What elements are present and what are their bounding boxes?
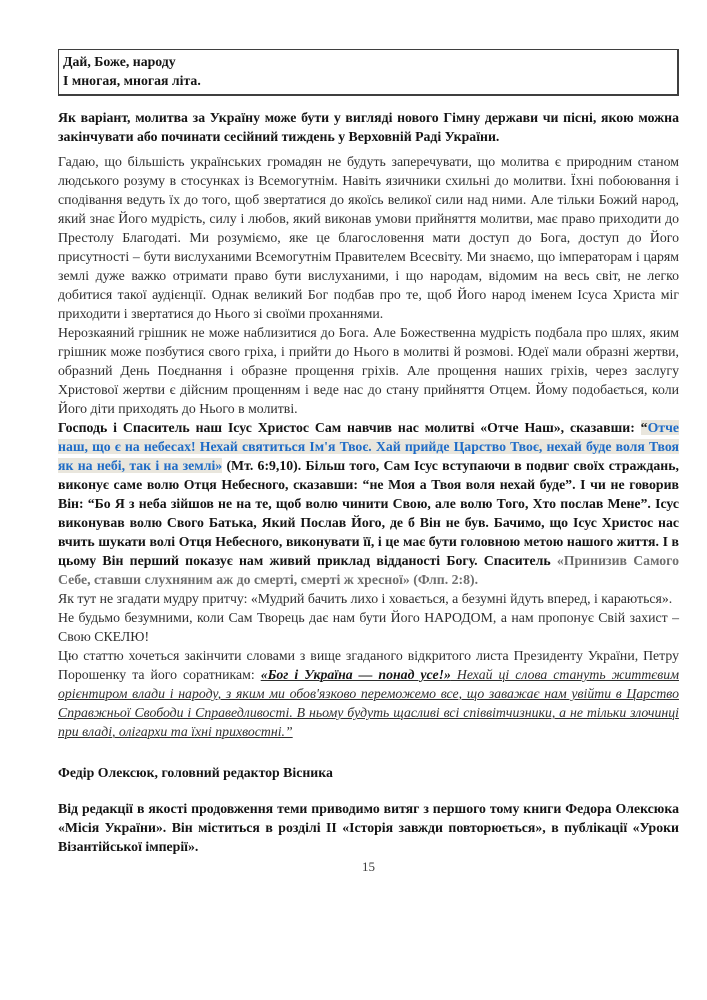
paragraph-sinner: Нерозкаяний грішник не може наблизитися до Бога. Але Божественна мудрість подбала про шлях, яким грішник може позбутися свого гріха, і прийти до Нього в молитві й розмові. Юдеї мали образні жертви, образний День Поєднання і образне прощення гріхів. Але прощення наших гріхів, через заслугу Христової жертви є дійсним прощенням і веде нас до стану прийняття Отцем. Йому подобається, коли Його діти приходять до Нього в молитві. (58, 325, 679, 416)
epigraph-line-2: І многая, многая літа. (63, 73, 201, 88)
paragraph-closing (58, 646, 679, 741)
intro-paragraph: Як варіант, молитва за Україну може бути у вигляді нового Гімну держави чи пісні, якою можна закінчувати або починати сесійний тиждень у Верховній Раді України. (58, 110, 679, 144)
lord-lead-text: Господь і Спаситель наш Ісус Христос Сам навчив нас молитві «Отче Наш», сказавши: (58, 420, 641, 435)
paragraph-faith: Гадаю, що більшість українських громадян не будуть заперечувати, що молитва є природним станом людського розуму в стосунках із Всемогутнім. Навіть язичники схильні до молитви. Їхні побоювання і сподівання ведуть їх до того, щоб звертатися до якоїсь великої сили над ними. Але тільки Божий народ, який знає Його мудрість, силу і любов, який виконав умови прийняття молитви, має право приходити до Престолу Благодаті. Ми розуміємо, яке це благословення мати доступ до Бога, доступ до Його присутності – бути вислуханими Всемогутнім Правителем Всесвіту. Ми знаємо, що імператорам і царям землі дуже важко отримати право бути вислуханими, і що народам, відомим на весь світ, не легко добитися такої аудієнції. Однак великий Бог подбав про те, щоб Його народ іменем Ісуса Христа міг приходити і звертатися до Нього зі своїми проханнями. (58, 154, 679, 321)
epigraph-line-1: Дай, Боже, народу (63, 54, 176, 69)
paragraph-proverb: Як тут не згадати мудру притчу: «Мудрий бачить лихо і ховається, а безумні йдуть вперед, і караються». (58, 591, 673, 606)
exhortation-text: Нехай ці слова стануть життєвим орієнтиром влади і народу, з яким ми обов'язково переможемо все, що заважає нам увійти в Царство Справжньої Свободи і Справедливості. В ньому будуть щасливі всі співвітчизники, а не тільки злочинці при владі, олігархи та їхні прихвостні.” (58, 667, 679, 739)
paragraph-rock: Не будьмо безумними, коли Сам Творець дає нам бути Його НАРОДОМ, а нам пропонує Свій захист – Свою СКЕЛЮ! (58, 610, 679, 644)
humility-scripture-quote: «Принизив Самого Себе, ставши слухняним аж до смерті, смерті ж хресної» (Флп. 2:8). (58, 553, 679, 587)
epigraph-box (58, 49, 679, 96)
page-number: 15 (362, 859, 375, 874)
lord-middle-text: (Мт. 6:9,10). Більш того, Сам Ісус вступаючи в подвиг своїх страждань, виконує саме волю Отця Небесного, сказавши: “не Моя а Твоя воля нехай буде”. І чи не говорив Він: “Бо Я з неба зійшов не на те, щоб волю чинити Свою, але волю Того, Хто послав Мене”. Ісус виконував волю Свого Батька, Який Послав Його, де б Він не був. Бачимо, що Ісус Христос нас вчить шукати волі Отця Небесного, виконувати її, і це має бути головною метою нашого життя. І в цьому Він перший показує нам живий приклад відданості Богу. Спаситель (58, 458, 679, 568)
author-line: Федір Олексюк, головний редактор Вісника (58, 765, 333, 780)
paragraph-lord (58, 418, 679, 589)
motto-text: «Бог і Україна — понад усе!» (260, 667, 451, 682)
prayer-quote-text: Отче наш, що є на небесах! Нехай святиться Ім'я Твоє. Хай прийде Царство Твоє, нехай буде воля Твоя як на небі, так і на землі» (58, 420, 679, 473)
prayer-quote-open: “ (640, 420, 648, 435)
editorial-note: Від редакції в якості продовження теми приводимо витяг з першого тому книги Федора Олексюка «Місія України». Він міститься в розділі ІІ «Історія завжди повторюється», в публікації «Уроки Візантійської імперії». (58, 801, 679, 854)
closing-lead-text: Цю статтю хочеться закінчити словами з вище згаданого відкритого листа Президенту України, Петру Порошенку та його соратникам: (58, 648, 679, 682)
